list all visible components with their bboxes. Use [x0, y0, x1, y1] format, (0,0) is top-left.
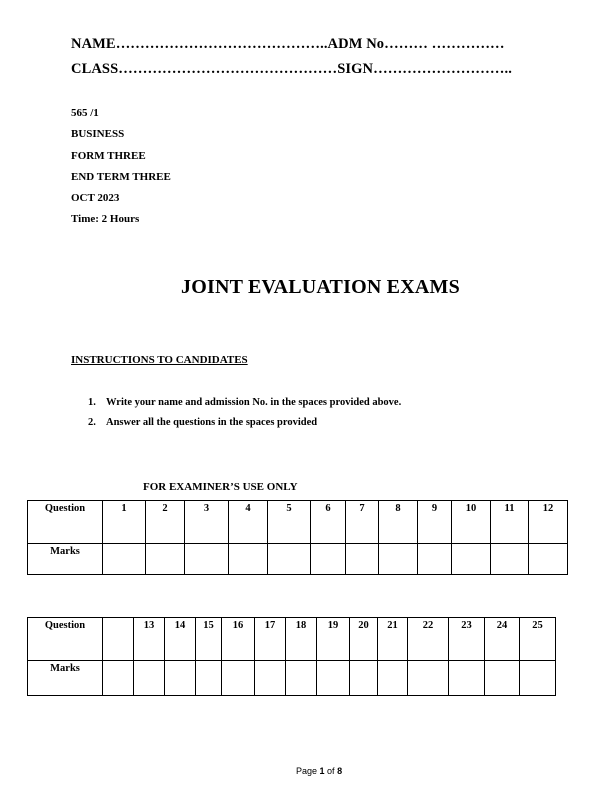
question-row: [28, 501, 568, 544]
examiner-use-heading: FOR EXAMINER’S USE ONLY: [143, 481, 298, 493]
question-number-cell: 17: [255, 618, 286, 661]
name-adm-line: NAME……………………………………..ADM No……… ……………: [71, 36, 505, 52]
question-number-cell: 20: [350, 618, 378, 661]
marks-label: Marks: [28, 661, 103, 696]
marks-row: [28, 661, 556, 696]
question-number-cell: 25: [520, 618, 556, 661]
question-label: Question: [28, 618, 103, 661]
marks-cell[interactable]: [255, 661, 286, 696]
marks-cell[interactable]: [311, 544, 346, 575]
marks-cell[interactable]: [268, 544, 311, 575]
question-number-cell: 4: [229, 501, 268, 544]
marks-cell[interactable]: [491, 544, 529, 575]
instruction-number: 1.: [88, 397, 96, 408]
footer-of: of: [324, 766, 338, 776]
instruction-text: Write your name and admission No. in the spaces provided above.: [106, 397, 402, 408]
question-number-cell: 11: [491, 501, 529, 544]
marks-cell[interactable]: [378, 661, 408, 696]
marks-cell[interactable]: [529, 544, 568, 575]
instruction-item: [88, 417, 317, 428]
form-level: FORM THREE: [71, 149, 146, 162]
question-number-cell: 15: [196, 618, 222, 661]
question-number-cell: 8: [379, 501, 418, 544]
question-number-cell: 1: [103, 501, 146, 544]
question-number-cell: 18: [286, 618, 317, 661]
marks-cell[interactable]: [317, 661, 350, 696]
marks-cell[interactable]: [286, 661, 317, 696]
exam-date: OCT 2023: [71, 192, 120, 205]
instruction-number: 2.: [88, 417, 96, 428]
marks-cell[interactable]: [346, 544, 379, 575]
marks-table-2: [27, 617, 556, 696]
footer-prefix: Page: [296, 766, 320, 776]
question-number-cell: 14: [165, 618, 196, 661]
marks-cell[interactable]: [452, 544, 491, 575]
question-number-cell: 9: [418, 501, 452, 544]
question-number-cell: 12: [529, 501, 568, 544]
marks-table-1: [27, 500, 568, 575]
question-number-cell: 21: [378, 618, 408, 661]
question-number-cell: 5: [268, 501, 311, 544]
marks-label: Marks: [28, 544, 103, 575]
marks-cell[interactable]: [103, 544, 146, 575]
marks-cell[interactable]: [146, 544, 185, 575]
question-label: Question: [28, 501, 103, 544]
marks-cell[interactable]: [520, 661, 556, 696]
question-number-cell: 24: [485, 618, 520, 661]
marks-cell[interactable]: [222, 661, 255, 696]
marks-cell[interactable]: [229, 544, 268, 575]
question-number-cell: 16: [222, 618, 255, 661]
instruction-item: [88, 397, 401, 408]
marks-cell[interactable]: [449, 661, 485, 696]
question-number-cell: [103, 618, 134, 661]
marks-cell[interactable]: [185, 544, 229, 575]
question-number-cell: 23: [449, 618, 485, 661]
instructions-heading: INSTRUCTIONS TO CANDIDATES: [71, 354, 248, 366]
class-sign-line: CLASS………………………………………SIGN………………………..: [71, 61, 512, 77]
marks-cell[interactable]: [165, 661, 196, 696]
page-footer: [296, 766, 342, 776]
question-number-cell: 13: [134, 618, 165, 661]
question-number-cell: 10: [452, 501, 491, 544]
question-number-cell: 3: [185, 501, 229, 544]
paper-meta: [71, 106, 171, 234]
exam-duration: Time: 2 Hours: [71, 213, 140, 226]
marks-cell[interactable]: [485, 661, 520, 696]
marks-cell[interactable]: [196, 661, 222, 696]
marks-cell[interactable]: [408, 661, 449, 696]
subject: BUSINESS: [71, 128, 125, 141]
question-number-cell: 19: [317, 618, 350, 661]
paper-code: 565 /1: [71, 107, 99, 119]
exam-title: JOINT EVALUATION EXAMS: [181, 276, 460, 298]
marks-cell[interactable]: [350, 661, 378, 696]
marks-cell[interactable]: [418, 544, 452, 575]
question-number-cell: 2: [146, 501, 185, 544]
question-number-cell: 7: [346, 501, 379, 544]
term: END TERM THREE: [71, 170, 171, 183]
question-number-cell: 22: [408, 618, 449, 661]
instruction-text: Answer all the questions in the spaces provided: [106, 417, 318, 428]
marks-row: [28, 544, 568, 575]
question-number-cell: 6: [311, 501, 346, 544]
marks-cell[interactable]: [379, 544, 418, 575]
question-row: [28, 618, 556, 661]
total-pages: 8: [337, 766, 343, 776]
marks-cell[interactable]: [134, 661, 165, 696]
marks-cell[interactable]: [103, 661, 134, 696]
current-page: 1: [319, 766, 325, 776]
